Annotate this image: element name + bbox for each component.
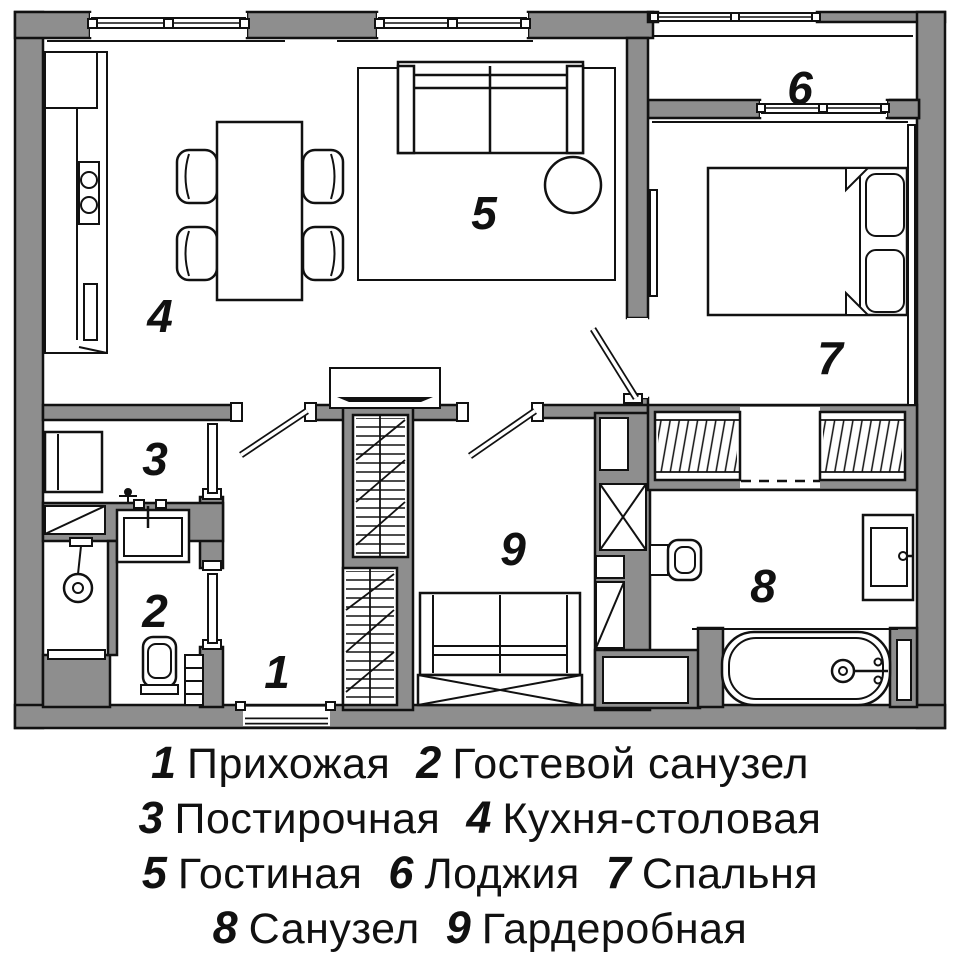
legend-room-number: 6 — [388, 847, 414, 898]
legend-room-number: 8 — [212, 902, 238, 953]
legend-item-2 — [416, 737, 809, 788]
legend-item-8 — [212, 902, 420, 953]
washing-machine — [45, 432, 102, 492]
room-label-2: 2 — [142, 585, 168, 637]
room-label-9: 9 — [500, 523, 526, 575]
room-label-4: 4 — [147, 290, 173, 342]
legend-room-label: Гостиная — [177, 850, 363, 898]
legend-item-3 — [138, 792, 441, 843]
room-label-6: 6 — [787, 62, 813, 114]
legend-room-label: Лоджия — [424, 850, 580, 898]
legend-room-label: Кухня-столовая — [502, 795, 822, 843]
tv-cabinet — [330, 368, 440, 408]
washbasin-guest — [117, 500, 189, 562]
room-label-3: 3 — [142, 433, 168, 485]
room-label-1: 1 — [264, 646, 290, 698]
legend-room-number: 9 — [445, 902, 471, 953]
cabinet-diagonal — [596, 582, 624, 648]
legend-room-label: Постирочная — [174, 795, 441, 843]
wardrobe-room — [418, 593, 582, 705]
legend-item-5 — [141, 847, 363, 898]
legend-room-number: 7 — [605, 847, 631, 898]
chair — [177, 150, 217, 203]
bath-shelf — [897, 640, 911, 700]
legend-room-label: Прихожая — [187, 740, 391, 788]
tv-bedroom — [650, 190, 657, 296]
legend-room-label: Санузел — [248, 905, 420, 953]
wardrobe-rail-upper — [353, 415, 408, 557]
legend-item-9 — [445, 902, 748, 953]
legend-item-1 — [151, 737, 391, 788]
pillow — [866, 250, 904, 312]
bed — [708, 168, 907, 315]
legend-room-number: 2 — [416, 737, 442, 788]
chair — [303, 150, 343, 203]
legend-item-7 — [605, 847, 819, 898]
living-room — [358, 62, 615, 280]
closet-rail-left — [655, 412, 740, 480]
washbasin-master — [863, 515, 914, 600]
kitchen-sink — [84, 284, 97, 340]
sofa — [398, 62, 583, 153]
dining-table — [217, 122, 302, 300]
room-label-5: 5 — [471, 187, 497, 239]
room-label-7: 7 — [817, 332, 843, 384]
kitchen-counter — [45, 52, 107, 353]
duct-shaft — [600, 484, 646, 550]
headboard-panel — [908, 125, 915, 405]
legend-line — [0, 845, 960, 900]
legend-item-4 — [466, 792, 822, 843]
wardrobe-rail-lower — [343, 568, 397, 705]
shower-shelf — [48, 650, 105, 659]
storage-shelf-unit — [185, 655, 203, 705]
tv-icon — [337, 397, 433, 402]
fridge — [45, 52, 97, 108]
legend-line — [0, 735, 960, 790]
storage-box-small — [596, 556, 624, 578]
cabinet-diagonal-2 — [45, 506, 105, 534]
bench — [420, 593, 580, 675]
room-label-8: 8 — [750, 560, 776, 612]
legend-line — [0, 900, 960, 955]
legend-item-6 — [388, 847, 580, 898]
pillow — [866, 174, 904, 236]
chair — [177, 227, 217, 280]
toilet-master — [650, 540, 701, 580]
legend-room-number: 4 — [466, 792, 492, 843]
legend-room-label: Спальня — [641, 850, 819, 898]
storage-box — [600, 418, 628, 470]
chair — [303, 227, 343, 280]
storage-crate — [418, 675, 582, 705]
legend-line — [0, 790, 960, 845]
legend-room-number: 3 — [138, 792, 164, 843]
closet-rail-right — [820, 412, 905, 480]
hob — [79, 162, 99, 224]
legend-room-number: 5 — [141, 847, 167, 898]
sliding-door-guest-bath — [208, 574, 217, 643]
sliding-door-laundry — [208, 424, 217, 493]
side-table — [545, 157, 601, 213]
legend — [0, 735, 960, 955]
toilet-guest — [141, 637, 178, 694]
legend-room-label: Гардеробная — [481, 905, 748, 953]
storage-box-bottom — [603, 657, 688, 703]
legend-room-number: 1 — [151, 737, 177, 788]
legend-room-label: Гостевой санузел — [452, 740, 809, 788]
